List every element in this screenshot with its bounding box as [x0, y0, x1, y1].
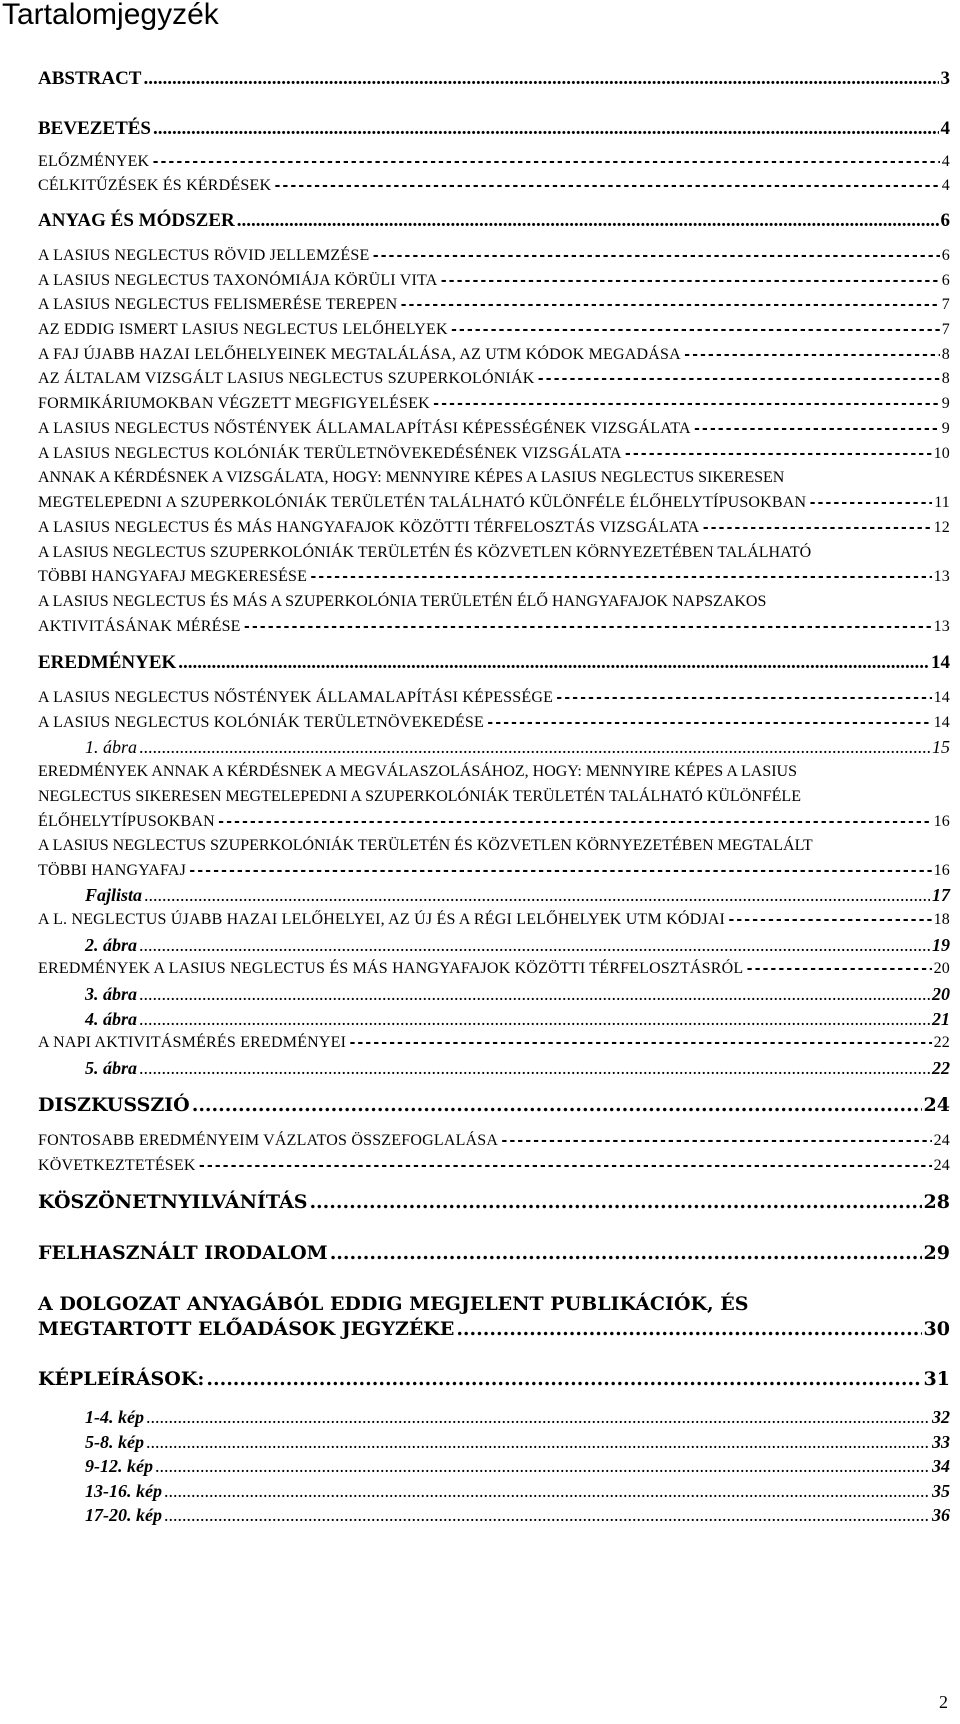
toc-entry-title: 1. ábra	[85, 737, 138, 757]
toc-entry-text: NEGLECTUS SIKERESEN MEGTELEPEDNI A SZUPERKOLÓNIÁK TERÜLETÉN TALÁLHATÓ KÜLÖNFÉLE	[38, 788, 801, 805]
toc-entry-text: EREDMÉNYEK ANNAK A KÉRDÉSNEK A MEGVÁLASZOLÁSÁHOZ, HOGY: MENNYIRE KÉPES A LASIUS	[38, 763, 797, 780]
toc-entry[interactable]	[38, 245, 950, 267]
toc-entry[interactable]	[38, 712, 950, 734]
toc-entry-text: A LASIUS NEGLECTUS ÉS MÁS A SZUPERKOLÓNIA TERÜLETÉN ÉLŐ HANGYAFAJOK NAPSZAKOS	[38, 593, 767, 610]
toc-page-number: 11	[934, 494, 950, 511]
toc-leader	[206, 1368, 921, 1390]
toc-page-number: 14	[931, 652, 950, 673]
toc-entry-title: A LASIUS NEGLECTUS KOLÓNIÁK TERÜLETNÖVEKEDÉSE	[38, 714, 485, 731]
toc-entry[interactable]	[85, 1057, 950, 1079]
toc-leader	[439, 270, 939, 292]
toc-entry[interactable]	[85, 1008, 950, 1030]
toc-page-number: 8	[941, 346, 950, 363]
toc-entry[interactable]	[38, 1242, 950, 1264]
toc-entry-title: ELŐZMÉNYEK	[38, 153, 150, 170]
toc-leader	[178, 652, 929, 674]
toc-entry-title: AZ ÁLTALAM VIZSGÁLT LASIUS NEGLECTUS SZUPERKOLÓNIÁK	[38, 370, 535, 387]
toc-entry[interactable]	[38, 393, 950, 415]
toc-leader	[217, 811, 932, 833]
toc-leader	[500, 1130, 931, 1152]
toc-entry[interactable]	[85, 1480, 950, 1502]
toc-entry[interactable]	[38, 566, 950, 588]
toc-page-number: 10	[933, 445, 950, 462]
toc-page-number: 33	[932, 1432, 950, 1452]
toc-page-number: 24	[933, 1157, 950, 1174]
toc-leader	[139, 736, 930, 758]
toc-page-number: 9	[941, 395, 950, 412]
toc-page-number: 21	[932, 1009, 950, 1029]
toc-entry[interactable]	[85, 736, 950, 758]
toc-entry[interactable]	[38, 68, 950, 90]
toc-page-number: 7	[941, 321, 950, 338]
toc-entry-title: MEGTARTOTT ELŐADÁSOK JEGYZÉKE	[38, 1318, 455, 1340]
toc-leader	[139, 1057, 930, 1079]
toc-entry-title: EREDMÉNYEK A LASIUS NEGLECTUS ÉS MÁS HANGYAFAJOK KÖZÖTTI TÉRFELOSZTÁSRÓL	[38, 960, 744, 977]
toc-entry-title: 3. ábra	[85, 984, 138, 1004]
toc-page-number: 13	[933, 568, 950, 585]
toc-entry-title: ÉLŐHELYTÍPUSOKBAN	[38, 813, 215, 830]
toc-page-number: 18	[933, 911, 950, 928]
toc-page-number: 7	[941, 296, 950, 313]
toc-entry-title: Fajlista	[85, 885, 143, 905]
toc-entry[interactable]	[38, 517, 950, 539]
toc-entry[interactable]	[38, 652, 950, 674]
toc-page-number: 35	[932, 1481, 950, 1501]
toc-entry[interactable]	[38, 151, 950, 173]
toc-leader	[153, 118, 939, 140]
toc-entry-title: CÉLKITŰZÉSEK ÉS KÉRDÉSEK	[38, 177, 272, 194]
toc-leader	[309, 566, 931, 588]
toc-entry-title: 1-4. kép	[85, 1407, 144, 1427]
toc-leader	[164, 1504, 930, 1526]
toc-entry[interactable]	[85, 983, 950, 1005]
toc-leader	[164, 1480, 930, 1502]
toc-entry[interactable]	[38, 1318, 950, 1340]
toc-entry[interactable]	[38, 616, 950, 638]
toc-entry-title: ANYAG ÉS MÓDSZER	[38, 210, 235, 231]
toc-page-number: 9	[941, 420, 950, 437]
toc-entry[interactable]	[85, 1431, 950, 1453]
toc-page-number: 4	[940, 118, 950, 139]
toc-entry[interactable]	[38, 118, 950, 140]
toc-entry-title: A LASIUS NEGLECTUS NŐSTÉNYEK ÁLLAMALAPÍTÁSI KÉPESSÉGE	[38, 689, 554, 706]
toc-entry-title: A FAJ ÚJABB HAZAI LELŐHELYEINEK MEGTALÁLÁSA, AZ UTM KÓDOK MEGADÁSA	[38, 346, 681, 363]
toc-page-number: 8	[941, 370, 950, 387]
toc-entry-title: ABSTRACT	[38, 68, 142, 89]
toc-leader	[273, 175, 940, 197]
toc-leader	[151, 151, 939, 173]
toc-leader	[188, 860, 932, 882]
toc-entry[interactable]	[38, 294, 950, 316]
toc-entry[interactable]	[85, 884, 950, 906]
toc-entry[interactable]	[38, 175, 950, 197]
toc-entry[interactable]	[38, 319, 950, 341]
toc-entry[interactable]	[38, 909, 950, 931]
toc-entry-title: A LASIUS NEGLECTUS NŐSTÉNYEK ÁLLAMALAPÍTÁSI KÉPESSÉGÉNEK VIZSGÁLATA	[38, 420, 691, 437]
toc-entry[interactable]	[38, 811, 950, 833]
toc-page-number: 19	[932, 935, 950, 955]
toc-page-number: 31	[923, 1368, 950, 1390]
toc-leader	[745, 958, 931, 980]
toc-entry-title: 4. ábra	[85, 1009, 138, 1029]
toc-page-number: 32	[932, 1407, 950, 1427]
toc-entry[interactable]	[85, 1406, 950, 1428]
toc-page-number: 17	[932, 885, 950, 905]
toc-entry-title: DISZKUSSZIÓ	[38, 1094, 190, 1116]
toc-leader	[139, 934, 930, 956]
toc-leader	[486, 712, 932, 734]
toc-page-number: 6	[940, 210, 950, 231]
toc-leader	[198, 1155, 932, 1177]
toc-leader	[432, 393, 940, 415]
toc-leader	[456, 1318, 921, 1340]
toc-leader	[371, 245, 939, 267]
toc-leader	[139, 983, 930, 1005]
toc-page-number: 6	[941, 272, 950, 289]
toc-entry-title: FONTOSABB EREDMÉNYEIM VÁZLATOS ÖSSZEFOGLALÁSA	[38, 1132, 499, 1149]
toc-entry[interactable]	[38, 270, 950, 292]
toc-entry-title: A LASIUS NEGLECTUS FELISMERÉSE TEREPEN	[38, 296, 398, 313]
toc-entry-text: A LASIUS NEGLECTUS SZUPERKOLÓNIÁK TERÜLETÉN ÉS KÖZVETLEN KÖRNYEZETÉBEN TALÁLHATÓ	[38, 544, 812, 561]
toc-entry-title: FELHASZNÁLT IRODALOM	[38, 1242, 328, 1264]
toc-page-number: 20	[933, 960, 950, 977]
toc-entry[interactable]	[38, 1368, 950, 1390]
toc-entry-title: 5-8. kép	[85, 1432, 144, 1452]
toc-entry-title: 9-12. kép	[85, 1456, 153, 1476]
toc-entry[interactable]	[38, 958, 950, 980]
toc-leader	[155, 1455, 930, 1477]
toc-entry[interactable]	[38, 443, 950, 465]
toc-entry-title: A LASIUS NEGLECTUS KOLÓNIÁK TERÜLETNÖVEKEDÉSÉNEK VIZSGÁLATA	[38, 445, 622, 462]
toc-leader	[309, 1191, 921, 1213]
toc-leader	[192, 1094, 922, 1116]
toc-leader	[143, 68, 938, 90]
toc-entry-title: 5. ábra	[85, 1058, 138, 1078]
toc-entry-title: AKTIVITÁSÁNAK MÉRÉSE	[38, 618, 241, 635]
toc-entry-title: A LASIUS NEGLECTUS RÖVID JELLEMZÉSE	[38, 247, 370, 264]
toc-leader	[330, 1242, 922, 1264]
toc-page-number: 6	[941, 247, 950, 264]
toc-page-number: 4	[941, 153, 950, 170]
toc-entry-title: TÖBBI HANGYAFAJ MEGKERESÉSE	[38, 568, 308, 585]
toc-entry-text: A DOLGOZAT ANYAGÁBÓL EDDIG MEGJELENT PUBLIKÁCIÓK, ÉS	[38, 1293, 749, 1315]
toc-page-number: 28	[923, 1191, 950, 1213]
toc-page-number: 20	[932, 984, 950, 1004]
toc-page-number: 4	[941, 177, 950, 194]
toc-entry[interactable]	[85, 1455, 950, 1477]
toc-entry-text: A LASIUS NEGLECTUS SZUPERKOLÓNIÁK TERÜLETÉN ÉS KÖZVETLEN KÖRNYEZETÉBEN MEGTALÁLT	[38, 837, 813, 854]
toc-page-number: 15	[932, 737, 950, 757]
toc-leader	[237, 210, 939, 232]
toc-leader	[139, 1008, 930, 1030]
toc-page-number: 34	[932, 1456, 950, 1476]
toc-leader	[693, 418, 940, 440]
toc-page-number: 16	[933, 813, 950, 830]
toc-page-number: 22	[933, 1034, 950, 1051]
toc-entry-title: A NAPI AKTIVITÁSMÉRÉS EREDMÉNYEI	[38, 1034, 347, 1051]
toc-entry-title: KÉPLEÍRÁSOK:	[38, 1368, 205, 1390]
toc-page-number: 24	[933, 1132, 950, 1149]
toc-leader	[624, 443, 932, 465]
toc-entry-title: A L. NEGLECTUS ÚJABB HAZAI LELŐHELYEI, AZ ÚJ ÉS A RÉGI LELŐHELYEK UTM KÓDJAI	[38, 911, 726, 928]
toc-entry-title: A LASIUS NEGLECTUS TAXONÓMIÁJA KÖRÜLI VITA	[38, 272, 438, 289]
toc-page-number: 36	[932, 1505, 950, 1525]
toc-entry[interactable]	[38, 1032, 950, 1054]
toc-entry-title: 17-20. kép	[85, 1505, 162, 1525]
toc-page-number: 24	[923, 1094, 950, 1116]
toc-entry-title: KÖVETKEZTETÉSEK	[38, 1157, 196, 1174]
toc-leader	[146, 1431, 930, 1453]
toc-leader	[348, 1032, 931, 1054]
toc-entry[interactable]	[85, 934, 950, 956]
toc-entry[interactable]	[38, 687, 950, 709]
toc-leader	[683, 344, 940, 366]
toc-leader	[243, 616, 932, 638]
toc-entry[interactable]	[38, 1191, 950, 1213]
toc-leader	[146, 1406, 930, 1428]
toc-entry[interactable]	[38, 492, 950, 514]
toc-entry-text: ANNAK A KÉRDÉSNEK A VIZSGÁLATA, HOGY: MENNYIRE KÉPES A LASIUS NEGLECTUS SIKERESEN	[38, 469, 785, 486]
toc-entry-title: AZ EDDIG ISMERT LASIUS NEGLECTUS LELŐHELYEK	[38, 321, 448, 338]
toc-entry[interactable]	[38, 418, 950, 440]
toc-leader	[808, 492, 932, 514]
toc-leader	[537, 368, 940, 390]
toc-leader	[399, 294, 939, 316]
toc-entry[interactable]	[38, 344, 950, 366]
toc-entry-title: TÖBBI HANGYAFAJ	[38, 862, 187, 879]
toc-entry-title: 2. ábra	[85, 935, 138, 955]
toc-page-number: 16	[933, 862, 950, 879]
toc-leader	[144, 884, 930, 906]
toc-page-number: 22	[932, 1058, 950, 1078]
toc-leader	[555, 687, 932, 709]
toc-page-number: 14	[933, 689, 950, 706]
toc-entry[interactable]	[38, 860, 950, 882]
toc-entry-title: BEVEZETÉS	[38, 118, 151, 139]
toc-entry-title: EREDMÉNYEK	[38, 652, 177, 673]
toc-entry[interactable]	[85, 1504, 950, 1526]
toc-entry[interactable]	[38, 1094, 950, 1116]
page-number: 2	[939, 1692, 948, 1712]
toc-page-number: 12	[933, 519, 950, 536]
toc-leader	[701, 517, 931, 539]
toc-entry-title: MEGTELEPEDNI A SZUPERKOLÓNIÁK TERÜLETÉN TALÁLHATÓ KÜLÖNFÉLE ÉLŐHELYTÍPUSOKBAN	[38, 494, 807, 511]
toc-leader	[727, 909, 932, 931]
toc-entry-title: 13-16. kép	[85, 1481, 162, 1501]
toc-page-number: 13	[933, 618, 950, 635]
toc-entry[interactable]	[38, 368, 950, 390]
toc-entry[interactable]	[38, 1155, 950, 1177]
page-title: Tartalomjegyzék	[2, 0, 219, 31]
toc-page-number: 30	[923, 1318, 950, 1340]
toc-page-number: 3	[940, 68, 950, 89]
toc-leader	[450, 319, 940, 341]
toc-entry-title: KÖSZÖNETNYILVÁNÍTÁS	[38, 1191, 308, 1213]
toc-entry-title: FORMIKÁRIUMOKBAN VÉGZETT MEGFIGYELÉSEK	[38, 395, 430, 412]
toc-page-number: 14	[933, 714, 950, 731]
toc-page-number: 29	[923, 1242, 950, 1264]
toc-entry[interactable]	[38, 1130, 950, 1152]
toc-entry[interactable]	[38, 210, 950, 232]
toc-entry-title: A LASIUS NEGLECTUS ÉS MÁS HANGYAFAJOK KÖZÖTTI TÉRFELOSZTÁS VIZSGÁLATA	[38, 519, 700, 536]
